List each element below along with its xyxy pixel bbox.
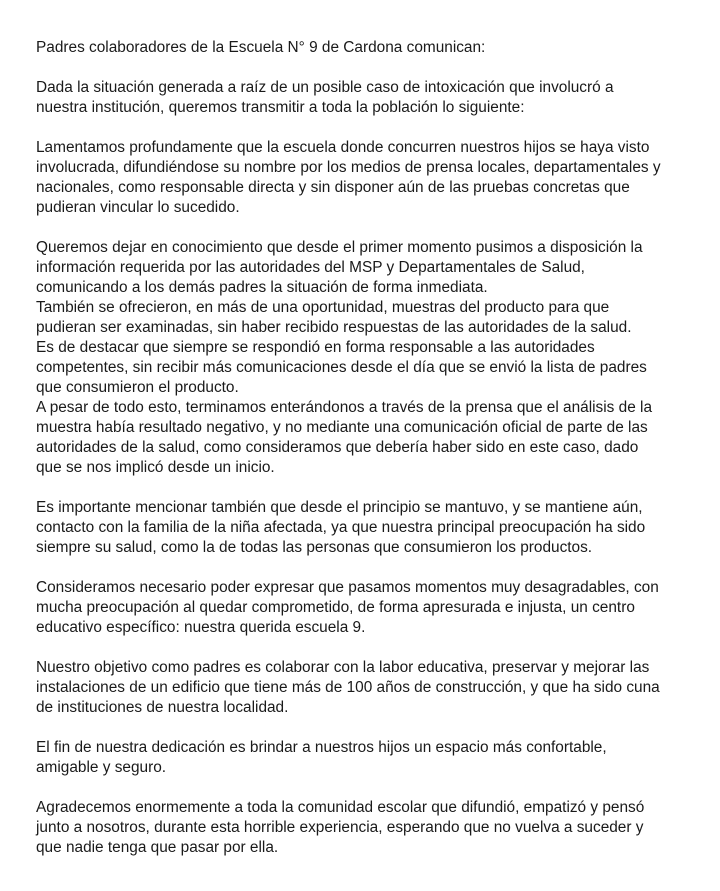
text-line: Es importante mencionar también que desde el principio se mantuvo, y se mantiene aún, [36, 499, 643, 516]
text-line: nacionales, como responsable directa y sin disponer aún de las pruebas concretas que [36, 179, 630, 196]
paragraph-7 [36, 738, 676, 778]
paragraph-2 [36, 138, 676, 218]
text-line: contacto con la familia de la niña afectada, ya que nuestra principal preocupación ha sido [36, 519, 646, 536]
statement-document [36, 38, 676, 878]
text-line: que consumieron el producto. [36, 379, 239, 396]
text-line: mucha preocupación al quedar comprometido, de forma apresurada e injusta, un centro [36, 599, 635, 616]
paragraph-6 [36, 658, 676, 718]
text-line: autoridades de la salud, como consideramos que debería haber sido en este caso, dado [36, 439, 639, 456]
paragraph-8 [36, 798, 676, 858]
text-line: A pesar de todo esto, terminamos enterándonos a través de la prensa que el análisis de la [36, 399, 653, 416]
text-line: amigable y seguro. [36, 759, 167, 776]
text-line: Dada la situación generada a raíz de un posible caso de intoxicación que involucró a [36, 79, 614, 96]
text-line: que se nos implicó desde un inicio. [36, 459, 275, 476]
text-line: Nuestro objetivo como padres es colaborar con la labor educativa, preservar y mejorar las [36, 659, 650, 676]
text-line: información requerida por las autoridades del MSP y Departamentales de Salud, [36, 259, 585, 276]
text-line: instalaciones de un edificio que tiene más de 100 años de construcción, y que ha sido cuna [36, 679, 660, 696]
text-line: pudieran ser examinadas, sin haber recibido respuestas de las autoridades de la salud. [36, 319, 632, 336]
statement-body [36, 78, 676, 858]
text-line: pudieran vincular lo sucedido. [36, 199, 240, 216]
text-line: Consideramos necesario poder expresar que pasamos momentos muy desagradables, con [36, 579, 659, 596]
heading-line: Padres colaboradores de la Escuela N° 9 de Cardona comunican: [36, 39, 486, 56]
text-line: El fin de nuestra dedicación es brindar a nuestros hijos un espacio más confortable, [36, 739, 607, 756]
text-line: Lamentamos profundamente que la escuela donde concurren nuestros hijos se haya visto [36, 139, 650, 156]
text-line: competentes, sin recibir más comunicaciones desde el día que se envió la lista de padres [36, 359, 647, 376]
text-line: Agradecemos enormemente a toda la comunidad escolar que difundió, empatizó y pensó [36, 799, 645, 816]
text-line: junto a nosotros, durante esta horrible experiencia, esperando que no vuelva a suceder y [36, 819, 644, 836]
text-line: También se ofrecieron, en más de una oportunidad, muestras del producto para que [36, 299, 610, 316]
text-line: Queremos dejar en conocimiento que desde el primer momento pusimos a disposición la [36, 239, 643, 256]
text-line: comunicando a los demás padres la situación de forma inmediata. [36, 279, 488, 296]
text-line: de instituciones de nuestra localidad. [36, 699, 289, 716]
text-line: que nadie tenga que pasar por ella. [36, 839, 279, 856]
text-line: involucrada, difundiéndose su nombre por los medios de prensa locales, departamentales y [36, 159, 661, 176]
text-line: Es de destacar que siempre se respondió en forma responsable a las autoridades [36, 339, 595, 356]
paragraph-3 [36, 238, 676, 478]
text-line: educativo específico: nuestra querida escuela 9. [36, 619, 366, 636]
paragraph-1 [36, 78, 676, 118]
text-line: siempre su salud, como la de todas las personas que consumieron los productos. [36, 539, 593, 556]
statement-heading [36, 38, 676, 58]
paragraph-5 [36, 578, 676, 638]
text-line: muestra había resultado negativo, y no mediante una comunicación oficial de parte de las [36, 419, 648, 436]
paragraph-4 [36, 498, 676, 558]
text-line: nuestra institución, queremos transmitir a toda la población lo siguiente: [36, 99, 525, 116]
